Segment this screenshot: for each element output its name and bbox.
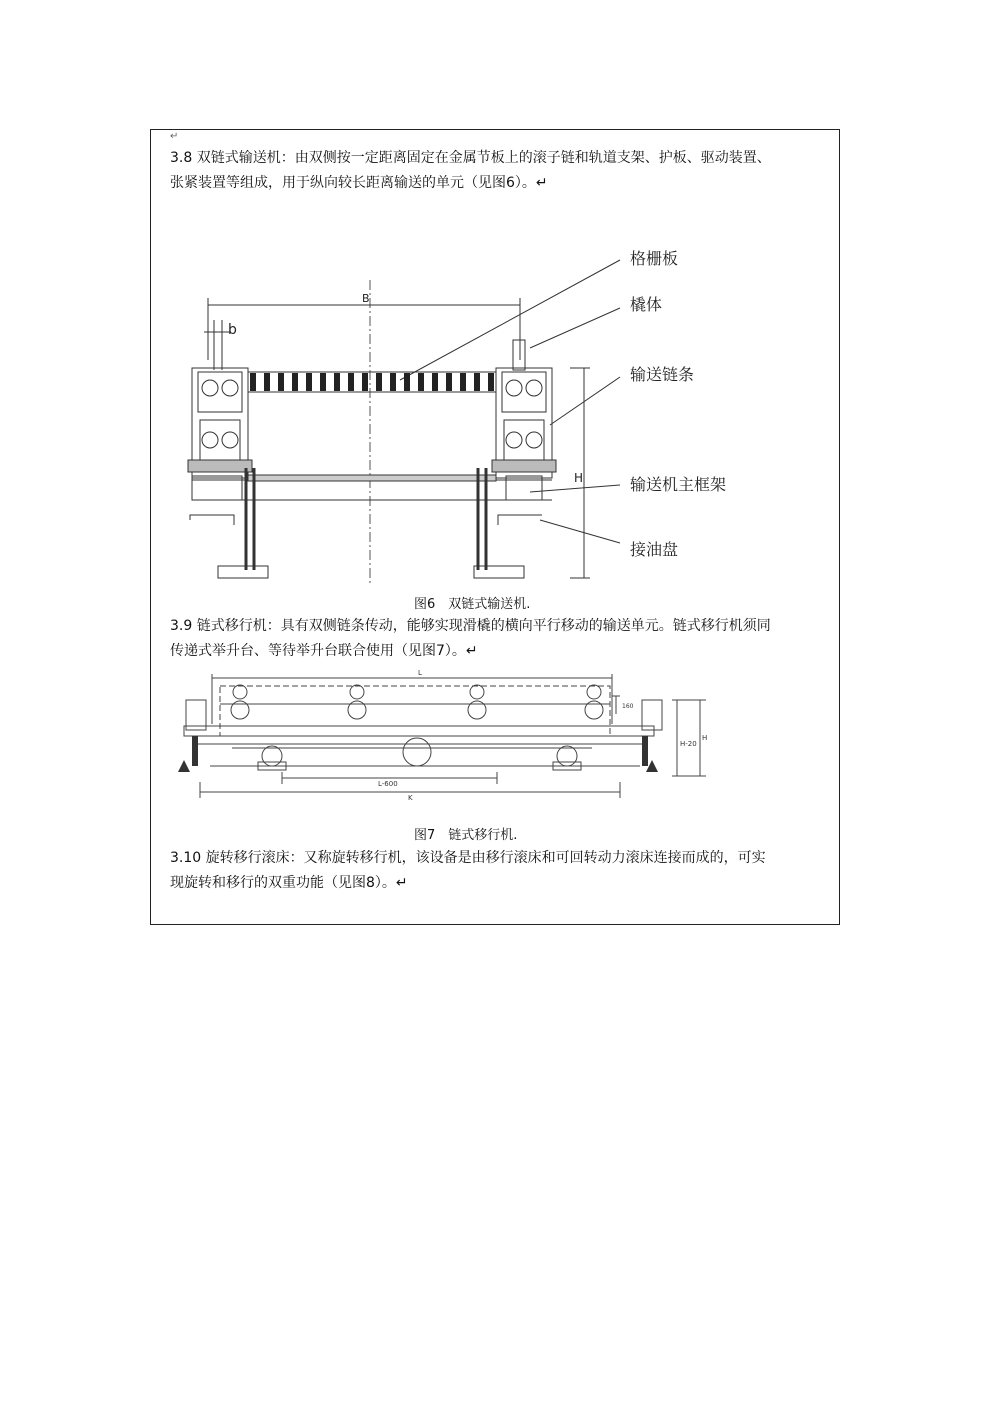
dimension-h: H: [574, 471, 584, 485]
label-oil-pan: 接油盘: [630, 540, 679, 559]
figure-6-drawing: [170, 220, 730, 590]
figure-7-drawing: [172, 664, 716, 814]
figure-6-caption: 图6 双链式输送机.: [414, 597, 531, 612]
section-3-8-line-2: 张紧装置等组成，用于纵向较长距离输送的单元（见图6）。↵: [170, 175, 548, 191]
dimension-l-600: L-600: [378, 780, 398, 788]
paragraph-mark: ↵: [170, 131, 179, 142]
dimension-k: K: [408, 794, 413, 802]
dimension-b-large: B: [362, 292, 370, 305]
dimension-160: 160: [622, 703, 634, 710]
label-grating: 格栅板: [630, 249, 679, 268]
section-3-10-line-1: 3.10 旋转移行滚床：又称旋转移行机，该设备是由移行滚床和可回转动力滚床连接而成的，可实: [170, 850, 766, 866]
dimension-h-20: H-20: [680, 740, 697, 748]
dimension-b-small: b: [228, 322, 237, 338]
figure-7-caption: 图7 链式移行机.: [414, 828, 518, 843]
dimension-l: L: [418, 669, 422, 677]
section-3-9-line-1: 3.9 链式移行机：具有双侧链条传动，能够实现滑橇的横向平行移动的输送单元。链式移行机须同: [170, 618, 771, 634]
section-3-9-line-2: 传递式举升台、等待举升台联合使用（见图7）。↵: [170, 643, 478, 659]
section-3-8-line-1: 3.8 双链式输送机：由双侧按一定距离固定在金属节板上的滚子链和轨道支架、护板、驱动装置、: [170, 150, 771, 166]
section-3-10-line-2: 现旋转和移行的双重功能（见图8）。↵: [170, 875, 408, 891]
dimension-h: H: [702, 734, 708, 742]
label-skid: 橇体: [630, 295, 663, 314]
label-frame: 输送机主框架: [630, 475, 727, 494]
label-chain: 输送链条: [630, 365, 695, 384]
